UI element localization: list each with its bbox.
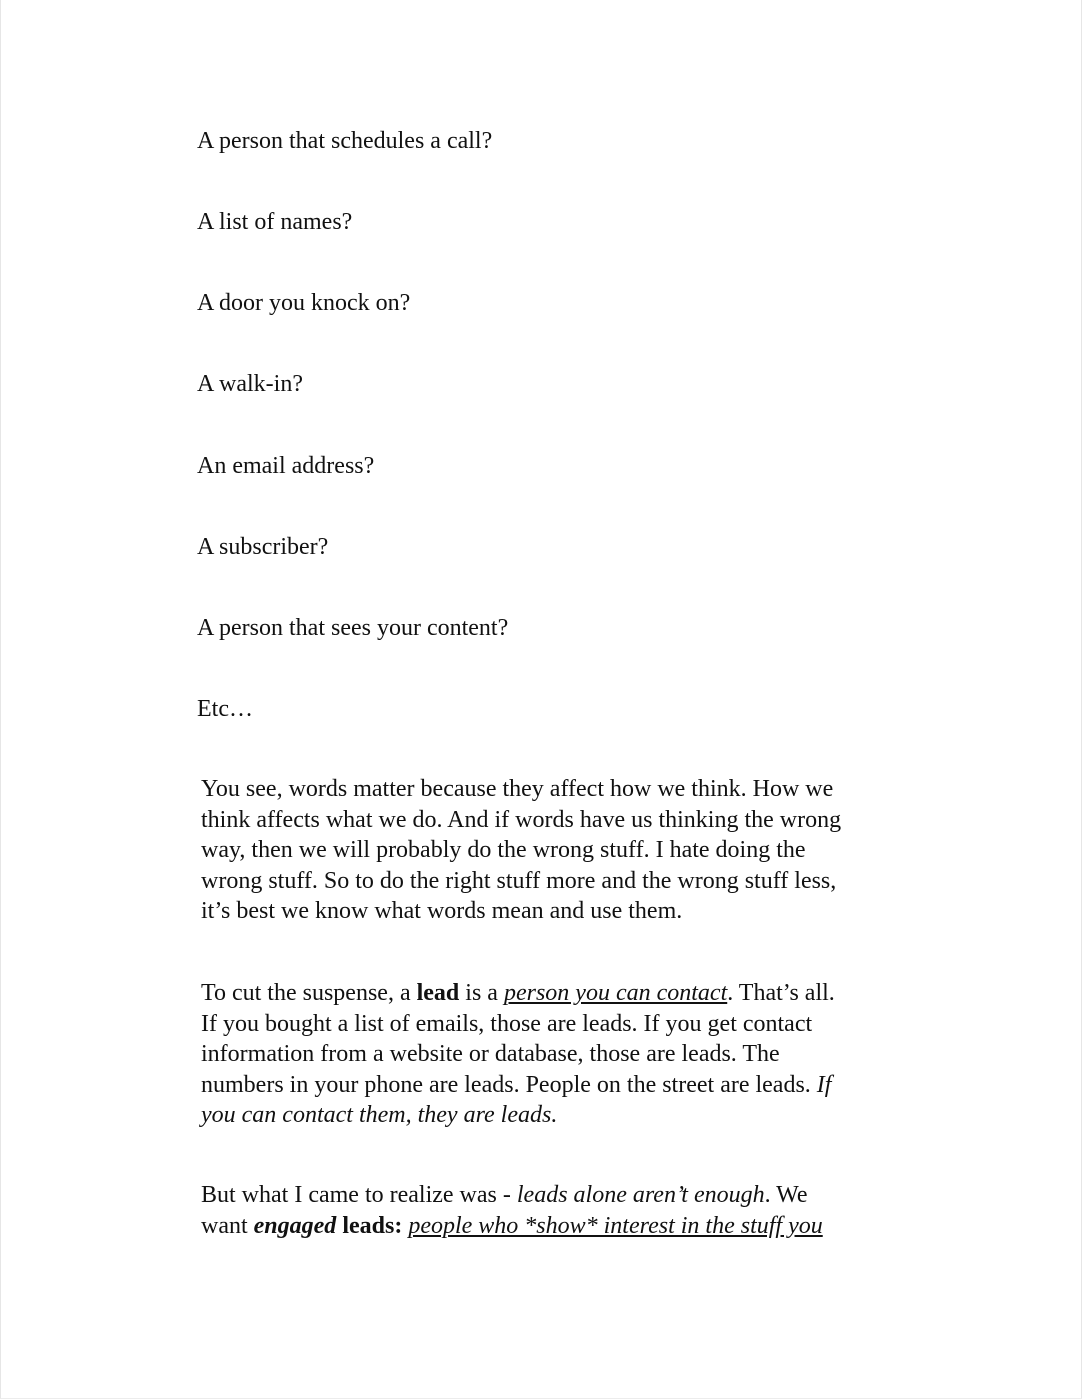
text-run: . We — [764, 1182, 808, 1208]
text-run: want — [201, 1212, 254, 1239]
question-line: A list of names? — [197, 209, 353, 235]
text-run: numbers in your phone are leads. People on the street are leads. — [201, 1071, 817, 1098]
bold-italic-term-engaged: engaged — [253, 1212, 337, 1239]
italic-run: leads alone aren’t enough — [516, 1182, 765, 1208]
question-line: Etc… — [197, 696, 253, 722]
paragraph-engaged-leads — [201, 1180, 921, 1241]
paragraph-line: wrong stuff. So to do the right stuff more and the wrong stuff less, — [201, 867, 837, 894]
paragraph-line: You see, words matter because they affect how we think. How we — [201, 776, 834, 802]
paragraph-line: think affects what we do. And if words have us thinking the wrong — [201, 806, 842, 833]
paragraph-line: way, then we will probably do the wrong stuff. I hate doing the — [201, 837, 806, 864]
question-line: A subscriber? — [197, 534, 329, 560]
paragraph-line: it’s best we know what words mean and use them. — [201, 898, 683, 925]
question-line: A person that sees your content? — [197, 615, 509, 641]
paragraph-words-matter — [201, 774, 921, 927]
engaged-definition-emphasis: people who *show* interest in the stuff you — [408, 1212, 823, 1239]
text-run: . That’s all. — [727, 980, 835, 1006]
question-line: A person that schedules a call? — [197, 128, 493, 154]
text-run: To cut the suspense, a — [201, 980, 417, 1006]
lead-definition-emphasis: person you can contact — [503, 980, 728, 1006]
question-line: An email address? — [197, 453, 375, 479]
question-line: A walk-in? — [197, 371, 303, 397]
question-line: A door you knock on? — [197, 290, 411, 316]
text-run: is a — [459, 980, 504, 1006]
paragraph-lead-definition — [201, 978, 921, 1131]
bold-term-lead: lead — [416, 980, 460, 1006]
italic-run: you can contact them, they are leads. — [201, 1102, 558, 1129]
paragraph-line: If you bought a list of emails, those are leads. If you get contact — [201, 1010, 813, 1037]
text-run: But what I came to realize was - — [201, 1182, 517, 1208]
paragraph-line: information from a website or database, those are leads. The — [201, 1041, 780, 1068]
italic-run: If — [816, 1071, 832, 1098]
bold-term-leads: leads: — [336, 1212, 403, 1239]
